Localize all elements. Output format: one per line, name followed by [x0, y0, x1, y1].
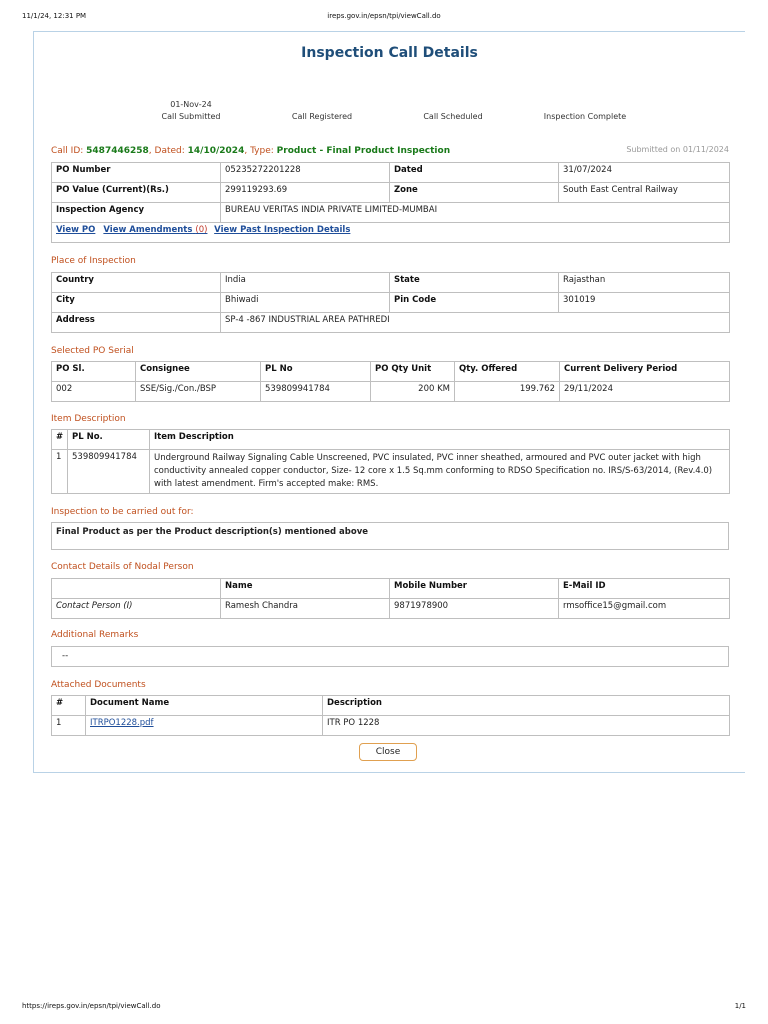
state: Rajasthan [559, 273, 730, 293]
po-serial-consignee: SSE/Sig./Con./BSP [136, 382, 261, 402]
inspection-for-section-label: Inspection to be carried out for: [51, 507, 194, 517]
po-serial-qty-unit: 200 KM [371, 382, 455, 402]
print-footer [22, 1002, 746, 1012]
status-stepper [34, 100, 746, 130]
remarks-text: -- [51, 646, 729, 667]
item-description: Underground Railway Signaling Cable Unscreened, PVC insulated, PVC inner sheathed, armoured and PVC outer jacket with high conductivity annealed copper conductor, Size- 12 core x 1.5 Sq.mm conforming to RDSO Specification no. IRS/S-63/2014, (Rev.4.0) with latest amendment. Firm's accepted make: RMS. [150, 450, 730, 494]
item-header-pl: PL No. [68, 430, 150, 450]
pin-label: Pin Code [390, 293, 559, 313]
call-dated-label: Dated: [154, 146, 185, 156]
po-serial-section-label: Selected PO Serial [51, 346, 134, 356]
documents-table [51, 695, 730, 736]
po-value-label: PO Value (Current)(Rs.) [52, 183, 221, 203]
call-summary: Call ID: 5487446258, Dated: 14/10/2024, Type: Product - Final Product Inspection [51, 146, 451, 156]
item-table [51, 429, 730, 494]
remarks-section-label: Additional Remarks [51, 630, 139, 640]
call-type-label: Type: [250, 146, 274, 156]
documents-header-num: # [52, 696, 86, 716]
zone: South East Central Railway [559, 183, 730, 203]
state-label: State [390, 273, 559, 293]
call-type: Product - Final Product Inspection [276, 146, 451, 156]
document-description: ITR PO 1228 [323, 716, 730, 736]
po-dated-label: Dated [390, 163, 559, 183]
step-submitted-date: 01-Nov-24 [170, 100, 212, 109]
country-label: Country [52, 273, 221, 293]
country: India [221, 273, 390, 293]
po-dated: 31/07/2024 [559, 163, 730, 183]
view-amendments-link[interactable]: View Amendments (0) [103, 225, 208, 235]
agency-label: Inspection Agency [52, 203, 221, 223]
close-button[interactable]: Close [359, 743, 417, 761]
po-number: 05235272201228 [221, 163, 390, 183]
po-serial-header: PO Sl. [52, 362, 136, 382]
item-header-num: # [52, 430, 68, 450]
agency: BUREAU VERITAS INDIA PRIVATE LIMITED-MUMBAI [221, 203, 730, 223]
step-call-registered: Call Registered [291, 112, 353, 121]
call-id: 5487446258 [86, 146, 149, 156]
place-section-label: Place of Inspection [51, 256, 136, 266]
po-number-label: PO Number [52, 163, 221, 183]
print-datetime: 11/1/24, 12:31 PM [22, 12, 87, 20]
po-links [52, 223, 730, 243]
po-serial-header: PL No [261, 362, 371, 382]
city: Bhiwadi [221, 293, 390, 313]
submitted-on: Submitted on 01/11/2024 [626, 145, 729, 154]
step-inspection-complete: Inspection Complete [543, 112, 627, 121]
po-value: 299119293.69 [221, 183, 390, 203]
pin: 301019 [559, 293, 730, 313]
po-serial-pl-no: 539809941784 [261, 382, 371, 402]
nodal-header-name: Name [221, 579, 390, 599]
step-call-scheduled: Call Scheduled [423, 112, 483, 121]
print-header [22, 12, 746, 22]
po-serial-delivery-period: 29/11/2024 [560, 382, 730, 402]
inspection-call-panel [33, 31, 745, 773]
po-serial-header: PO Qty Unit [371, 362, 455, 382]
nodal-header-email: E-Mail ID [559, 579, 730, 599]
po-serial-sl: 002 [52, 382, 136, 402]
nodal-table [51, 578, 730, 619]
po-serial-table [51, 361, 730, 402]
nodal-contact-name: Ramesh Chandra [221, 599, 390, 619]
nodal-header-mobile: Mobile Number [390, 579, 559, 599]
place-table [51, 272, 730, 333]
city-label: City [52, 293, 221, 313]
step-call-submitted: Call Submitted [161, 112, 221, 121]
po-details-table [51, 162, 730, 243]
documents-header-name: Document Name [86, 696, 323, 716]
page-title: Inspection Call Details [301, 45, 478, 61]
nodal-contact-mobile: 9871978900 [390, 599, 559, 619]
address: SP-4 -867 INDUSTRIAL AREA PATHREDI [221, 313, 730, 333]
print-footer-url: https://ireps.gov.in/epsn/tpi/viewCall.do [22, 1002, 161, 1010]
print-header-url: ireps.gov.in/epsn/tpi/viewCall.do [327, 12, 441, 20]
po-serial-header: Current Delivery Period [560, 362, 730, 382]
inspection-for-text: Final Product as per the Product description(s) mentioned above [51, 522, 729, 550]
call-dated: 14/10/2024 [187, 146, 245, 156]
po-serial-header: Qty. Offered [455, 362, 560, 382]
zone-label: Zone [390, 183, 559, 203]
po-serial-header: Consignee [136, 362, 261, 382]
documents-section-label: Attached Documents [51, 680, 146, 690]
item-header-desc: Item Description [150, 430, 730, 450]
nodal-header-blank [52, 579, 221, 599]
item-pl-no: 539809941784 [68, 450, 150, 494]
documents-header-desc: Description [323, 696, 730, 716]
view-past-inspection-link[interactable]: View Past Inspection Details [214, 225, 351, 235]
nodal-contact-email: rmsoffice15@gmail.com [559, 599, 730, 619]
document-name-cell [86, 716, 323, 736]
document-link[interactable]: ITRPO1228.pdf [90, 718, 154, 728]
po-serial-qty-offered: 199.762 [455, 382, 560, 402]
item-section-label: Item Description [51, 414, 126, 424]
nodal-section-label: Contact Details of Nodal Person [51, 562, 194, 572]
nodal-contact-role: Contact Person (I) [52, 599, 221, 619]
print-page-number: 1/1 [734, 1002, 746, 1010]
call-id-label: Call ID: [51, 146, 84, 156]
item-num: 1 [52, 450, 68, 494]
address-label: Address [52, 313, 221, 333]
view-po-link[interactable]: View PO [56, 225, 96, 235]
document-num: 1 [52, 716, 86, 736]
